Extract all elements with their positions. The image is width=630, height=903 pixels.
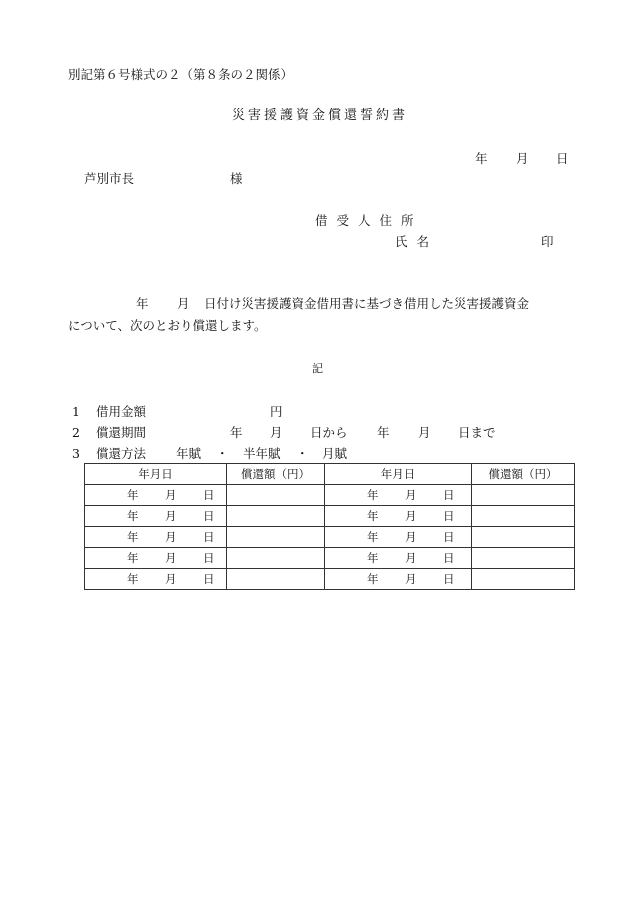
borrower-name-label: 氏名 — [395, 234, 439, 249]
date-month-mark: 月 — [165, 508, 177, 523]
date-year-mark: 年 — [367, 487, 379, 502]
option-hannenpu: 半年賦 — [243, 446, 281, 461]
amount-cell[interactable] — [227, 485, 325, 506]
body-year: 年 — [136, 296, 149, 311]
item-2-day-from: 日から — [310, 425, 348, 440]
amount-cell[interactable] — [227, 527, 325, 548]
repayment-table — [84, 463, 575, 590]
ki-mark: 記 — [312, 362, 323, 375]
item-2-year-to: 年 — [377, 425, 390, 440]
table-row — [85, 548, 575, 569]
amount-cell[interactable] — [472, 506, 575, 527]
item-2-year-from: 年 — [230, 425, 243, 440]
date-cell[interactable] — [85, 527, 227, 548]
date-day-mark: 日 — [443, 487, 455, 502]
date-day-mark: 日 — [443, 550, 455, 565]
amount-cell[interactable] — [227, 506, 325, 527]
header-amount-right: 償還額（円） — [472, 464, 575, 485]
option-nenpu: 年賦 — [176, 446, 202, 461]
item-2-day-to: 日まで — [458, 425, 496, 440]
date-cell[interactable] — [85, 485, 227, 506]
option-separator-2: ・ — [296, 446, 309, 461]
date-month-mark: 月 — [165, 529, 177, 544]
date-year: 年 — [475, 151, 488, 166]
date-month: 月 — [516, 151, 529, 166]
date-day-mark: 日 — [203, 550, 215, 565]
date-year-mark: 年 — [127, 508, 139, 523]
date-day-mark: 日 — [443, 571, 455, 586]
document-title: 災害援護資金償還誓約書 — [232, 108, 409, 123]
date-year-mark: 年 — [127, 529, 139, 544]
body-month: 月 — [177, 296, 190, 311]
date-cell[interactable] — [325, 548, 472, 569]
date-month-mark: 月 — [405, 508, 417, 523]
date-day-mark: 日 — [203, 508, 215, 523]
header-amount-left: 償還額（円） — [227, 464, 325, 485]
item-2-month-from: 月 — [270, 425, 283, 440]
date-year-mark: 年 — [367, 508, 379, 523]
item-3-number: 3 — [72, 446, 80, 461]
date-year-mark: 年 — [127, 487, 139, 502]
amount-cell[interactable] — [227, 548, 325, 569]
date-cell[interactable] — [325, 569, 472, 590]
date-month-mark: 月 — [165, 487, 177, 502]
date-month-mark: 月 — [405, 550, 417, 565]
amount-cell[interactable] — [227, 569, 325, 590]
option-separator-1: ・ — [216, 446, 229, 461]
amount-cell[interactable] — [472, 569, 575, 590]
date-cell[interactable] — [85, 548, 227, 569]
date-year-mark: 年 — [367, 550, 379, 565]
date-month-mark: 月 — [405, 571, 417, 586]
date-cell[interactable] — [325, 527, 472, 548]
date-month-mark: 月 — [165, 550, 177, 565]
addressee-honorific: 様 — [230, 171, 243, 186]
table-row — [85, 506, 575, 527]
table-row — [85, 527, 575, 548]
date-cell[interactable] — [85, 506, 227, 527]
form-reference: 別記第６号様式の２（第８条の２関係） — [68, 67, 294, 82]
date-day-mark: 日 — [443, 529, 455, 544]
date-cell[interactable] — [325, 506, 472, 527]
body-line1: 日付け災害援護資金借用書に基づき借用した災害援護資金 — [204, 296, 530, 311]
table-header-row — [85, 464, 575, 485]
item-2-month-to: 月 — [418, 425, 431, 440]
date-cell[interactable] — [85, 569, 227, 590]
body-line2: について、次のとおり償還します。 — [68, 318, 267, 333]
table-row — [85, 485, 575, 506]
date-month-mark: 月 — [165, 571, 177, 586]
header-date-right: 年月日 — [325, 464, 472, 485]
item-1-label: 借用金額 — [96, 404, 147, 419]
amount-cell[interactable] — [472, 485, 575, 506]
amount-cell[interactable] — [472, 548, 575, 569]
date-year-mark: 年 — [127, 571, 139, 586]
option-geppu: 月賦 — [322, 446, 348, 461]
header-date-left: 年月日 — [85, 464, 227, 485]
date-year-mark: 年 — [367, 529, 379, 544]
date-day-mark: 日 — [203, 529, 215, 544]
item-2-label: 償還期間 — [96, 425, 147, 440]
borrower-address-label: 借受人住所 — [315, 213, 423, 228]
item-1-number: 1 — [72, 404, 80, 419]
item-1-unit: 円 — [270, 404, 283, 419]
date-month-mark: 月 — [405, 529, 417, 544]
date-month-mark: 月 — [405, 487, 417, 502]
date-day-mark: 日 — [203, 571, 215, 586]
seal-mark: 印 — [541, 234, 554, 249]
date-day: 日 — [556, 151, 569, 166]
date-cell[interactable] — [325, 485, 472, 506]
date-day-mark: 日 — [203, 487, 215, 502]
item-3-label: 償還方法 — [96, 446, 147, 461]
amount-cell[interactable] — [472, 527, 575, 548]
date-day-mark: 日 — [443, 508, 455, 523]
item-2-number: 2 — [72, 425, 80, 440]
date-year-mark: 年 — [367, 571, 379, 586]
table-row — [85, 569, 575, 590]
date-year-mark: 年 — [127, 550, 139, 565]
addressee-mayor: 芦別市長 — [84, 171, 135, 186]
